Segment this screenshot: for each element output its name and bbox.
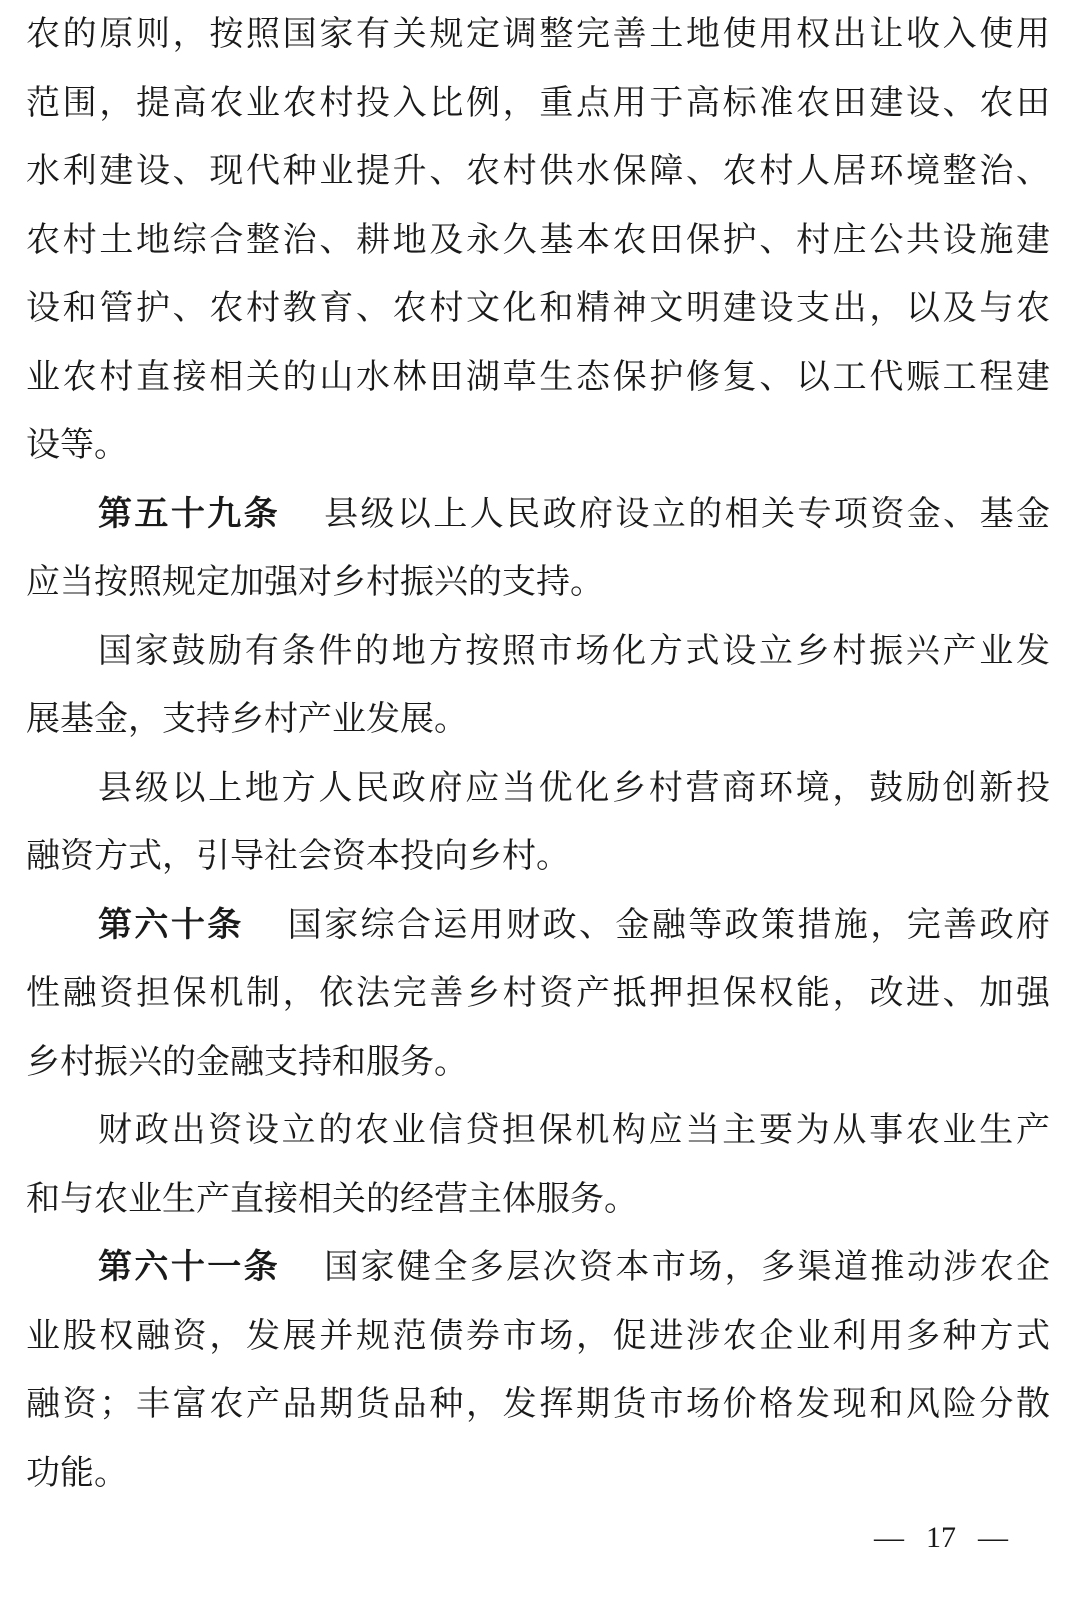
text-line: 范围，提高农业农村投入比例，重点用于高标准农田建设、农田 xyxy=(26,82,1050,123)
text-line: 农的原则，按照国家有关规定调整完善土地使用权出让收入使用 xyxy=(26,14,1050,54)
article-heading: 第五十九条 xyxy=(98,493,281,534)
text-line: 乡村振兴的金融支持和服务。 xyxy=(26,1041,468,1082)
text-line: 业农村直接相关的山水林田湖草生态保护修复、以工代赈工程建 xyxy=(26,356,1050,397)
text-line: 农村土地综合整治、耕地及永久基本农田保护、村庄公共设施建 xyxy=(26,219,1050,260)
article-paragraph xyxy=(26,891,1050,1097)
text-line xyxy=(26,480,1050,549)
article-text: 国家综合运用财政、金融等政策措施，完善政府 xyxy=(287,904,1051,945)
text-line xyxy=(26,891,1050,960)
paragraph xyxy=(26,617,1050,754)
article-text: 县级以上人民政府设立的相关专项资金、基金 xyxy=(324,493,1051,534)
paragraph xyxy=(26,1096,1050,1233)
text-line: 性融资担保机制，依法完善乡村资产抵押担保权能，改进、加强 xyxy=(26,973,1050,1013)
text-line: 融资；丰富农产品期货品种，发挥期货市场价格发现和风险分散 xyxy=(26,1384,1050,1424)
text-line: 设等。 xyxy=(26,425,128,465)
text-line: 应当按照规定加强对乡村振兴的支持。 xyxy=(26,562,604,602)
article-paragraph xyxy=(26,480,1050,617)
paragraph xyxy=(26,754,1050,891)
text-line: 业股权融资，发展并规范债券市场，促进涉农企业利用多种方式 xyxy=(26,1315,1050,1356)
footer-dash-right: — xyxy=(978,1521,1008,1554)
paragraph xyxy=(26,0,1050,480)
article-text: 国家健全多层次资本市场，多渠道推动涉农企 xyxy=(324,1247,1051,1287)
text-line: 设和管护、农村教育、农村文化和精神文明建设支出，以及与农 xyxy=(26,288,1050,328)
footer-dash-left: — xyxy=(874,1521,904,1554)
text-line: 水利建设、现代种业提升、农村供水保障、农村人居环境整治、 xyxy=(26,151,1050,191)
text-line: 功能。 xyxy=(26,1452,128,1493)
page-footer xyxy=(872,1518,1010,1558)
text-line: 国家鼓励有条件的地方按照市场化方式设立乡村振兴产业发 xyxy=(98,630,1050,671)
text-line: 财政出资设立的农业信贷担保机构应当主要为从事农业生产 xyxy=(98,1110,1050,1150)
page-number: 17 xyxy=(926,1521,956,1554)
text-line: 和与农业生产直接相关的经营主体服务。 xyxy=(26,1178,638,1219)
article-heading: 第六十条 xyxy=(98,904,244,945)
text-line: 展基金，支持乡村产业发展。 xyxy=(26,699,468,739)
text-line: 融资方式，引导社会资本投向乡村。 xyxy=(26,836,570,876)
document-page xyxy=(26,0,1050,1507)
article-heading: 第六十一条 xyxy=(98,1247,281,1287)
article-paragraph xyxy=(26,1233,1050,1507)
text-line xyxy=(26,1233,1050,1302)
text-line: 县级以上地方人民政府应当优化乡村营商环境，鼓励创新投 xyxy=(98,767,1050,808)
